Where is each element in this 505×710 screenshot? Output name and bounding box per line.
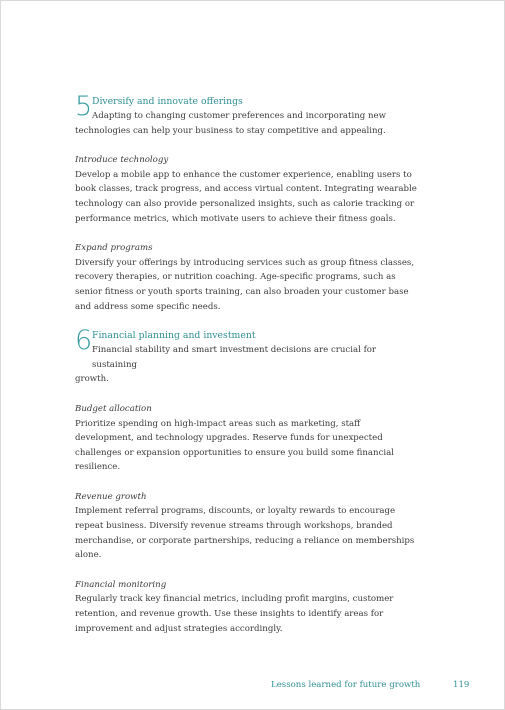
subsection-revenue-growth — [75, 490, 420, 563]
section-6 — [75, 325, 420, 636]
section-intro-line2: technologies can help your business to stay competitive and appealing. — [75, 125, 386, 136]
subsection-text: Diversify your offerings by introducing services such as group fitness classes, recovery therapies, or nutrition coaching. Age-specific programs, such as senior fitness or youth sports training, can also broaden your customer base and address some specific needs. — [75, 257, 415, 312]
subsection-text: Prioritize spending on high-impact areas such as marketing, staff development, and technology upgrades. Reserve funds for unexpected challenges or expansion opportunities to ensure you build some financial resilience. — [75, 418, 395, 473]
section-intro-line1: Adapting to changing customer preferences and incorporating new — [92, 111, 386, 121]
subsection-text: Develop a mobile app to enhance the customer experience, enabling users to book classes, track progress, and access virtual content. Integrating wearable technology can also provide personalized insights, such as calorie tracking or performance metrics, which motivate users to achieve their fitness goals. — [75, 169, 417, 224]
subsection-introduce-technology — [75, 153, 420, 226]
page-content — [75, 91, 420, 636]
section-header — [75, 325, 420, 387]
footer-title: Lessons learned for future growth — [271, 680, 421, 690]
subsection-heading: Budget allocation — [75, 403, 152, 414]
section-intro-line1: Financial stability and smart investment decisions are crucial for sustaining — [92, 345, 377, 370]
subsection-heading: Financial monitoring — [75, 579, 167, 590]
subsection-expand-programs — [75, 241, 420, 314]
subsection-financial-monitoring — [75, 578, 420, 636]
section-number: 6 — [75, 325, 93, 357]
subsection-heading: Introduce technology — [75, 155, 169, 166]
subsection-budget-allocation — [75, 402, 420, 475]
subsection-text: Implement referral programs, discounts, or loyalty rewards to encourage repeat business. Diversify revenue streams through workshops, branded merchandise, or corporate partnerships, reducing a reliance on memberships alone. — [75, 506, 415, 561]
section-title: Financial planning and investment — [92, 330, 256, 342]
subsection-heading: Expand programs — [75, 243, 153, 254]
section-number: 5 — [75, 91, 93, 122]
page-number: 119 — [453, 680, 470, 690]
subsection-heading: Revenue growth — [75, 491, 147, 502]
section-5 — [75, 91, 420, 314]
section-title: Diversify and innovate offerings — [92, 96, 243, 107]
subsection-text: Regularly track key financial metrics, including profit margins, customer retention, and revenue growth. Use these insights to identify areas for improvement and adjust strategies accordingly. — [75, 594, 394, 634]
section-header — [75, 91, 420, 138]
section-intro-line2: growth. — [75, 374, 109, 385]
